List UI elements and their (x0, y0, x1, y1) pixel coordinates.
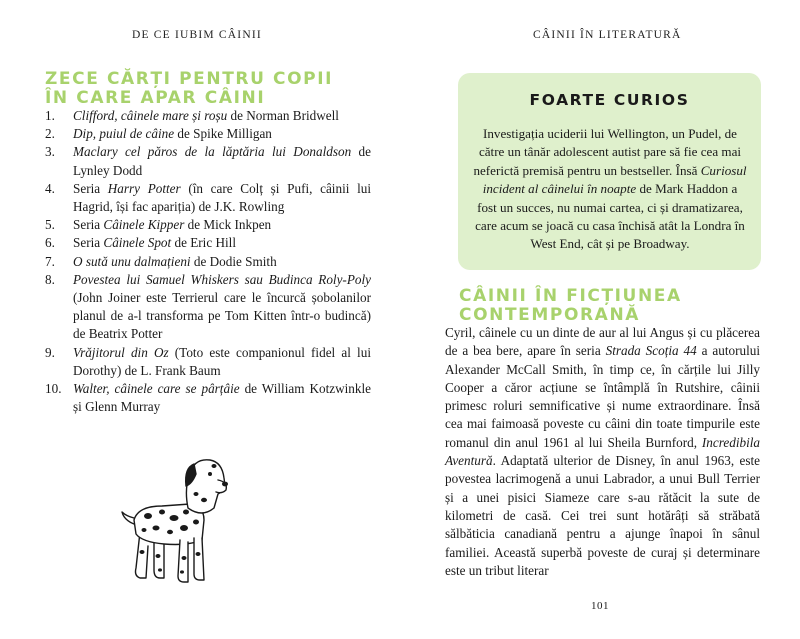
list-number: 4. (45, 180, 55, 196)
book-prefix: Seria (73, 180, 108, 196)
list-number: 2. (45, 126, 55, 142)
right-page (400, 0, 800, 639)
page-number: 101 (591, 600, 609, 612)
book-list (45, 107, 371, 416)
list-number: 5. (45, 217, 55, 233)
list-item (45, 271, 371, 344)
book-title: Povestea lui Samuel Whiskers sau Budinca Roly-Poly (73, 271, 371, 287)
running-head-left: DE CE IUBIM CÂINII (132, 29, 262, 41)
running-head-right: CÂINII ÎN LITERATURĂ (533, 29, 682, 41)
list-item (45, 143, 371, 179)
list-number: 7. (45, 253, 55, 269)
body-part3: . Adaptată ulterior de Disney, în anul 1963, este povestea lacrimogenă a unui Labrador, a unui Bull Terrier și a unei pisici Siameze care s-au rătăcit la sute de kilometri de casă. Cei trei sunt hotărâți să străbată sălbăticia canadiană pentru a ajunge înapoi în sânul familiei. Această superbă poveste de curaj și determinare este un tribut literar (445, 453, 760, 578)
box-book-title: Curiosul incident al câinelui în noapte (482, 162, 747, 197)
book-title: O sută unu dalmațieni (73, 253, 191, 269)
section-title-line1: CÂINII ÎN FICȚIUNEA (459, 286, 682, 306)
dalmatian-puppy-illustration (118, 428, 230, 588)
list-number: 8. (45, 271, 55, 287)
body-part1: Cyril, câinele cu un dinte de aur al lui Angus și cu plăcerea de a bea bere, apare în seria (445, 325, 760, 359)
list-item (45, 216, 371, 234)
book-detail: de Spike Milligan (174, 126, 272, 142)
book-detail: (John Joiner este Terrierul care le încurcă șobolanilor planul de a-l transforma pe Tom Kitten într-o budincă) de Beatrix Potter (73, 290, 371, 342)
section-title-line2: ÎN CARE APAR CÂINI (45, 88, 266, 108)
book-detail: de Lynley Dodd (73, 144, 372, 178)
box-text-part1: Investigația uciderii lui Wellington, un Pudel, de către un tânăr adolescent autist pare să fie cea mai neferictă premisă pentru un bestseller. Însă (473, 126, 742, 178)
book-detail: (în care Colț și Pufi, câinii lui Hagrid, își fac apariția) de J.K. Rowling (73, 180, 371, 215)
body-italic2: Incredibila Aventură (445, 434, 760, 469)
list-item (45, 253, 371, 271)
book-title: Câinele Spot (103, 235, 172, 251)
book-detail: de Norman Bridwell (227, 108, 339, 123)
body-part2: a autorului Alexander McCall Smith, în timp ce, în cărțile lui Jilly Cooper a căror acțiune se întâmplă în Rutshire, câinii primesc roluri semnificative și nume extraordinare. Însă cea mai faimoasă poveste cu câini din toate timpurile este romanul din anul 1961 al lui Sheila Burnford, (445, 343, 760, 450)
box-text-part2: de Mark Haddon a fost un succes, nu numai cartea, ci și dramatizarea, care acum se joacă cu casa închisă atât la Londra în West End, cât și pe Broadway. (475, 181, 745, 252)
list-item (45, 125, 371, 143)
book-title: Harry Potter (107, 180, 181, 196)
list-item (45, 180, 371, 216)
book-title: Walter, câinele care se pârțâie (73, 381, 240, 397)
box-title: FOARTE CURIOS (529, 91, 690, 109)
book-title: Dip, puiul de câine (73, 126, 175, 142)
body-paragraph (445, 324, 760, 580)
list-item (45, 344, 371, 380)
section-title-children-books (45, 70, 365, 108)
book-detail: de William Kotzwinkle și Glenn Murray (73, 381, 371, 415)
list-number: 9. (45, 344, 55, 360)
book-detail: (Toto este companionul fidel al lui Dorothy) de L. Frank Baum (73, 344, 371, 378)
section-title-line1: ZECE CĂRȚI PENTRU COPII (45, 69, 334, 89)
book-prefix: Seria (73, 217, 104, 233)
book-title: Clifford, câinele mare și roșu (73, 108, 228, 123)
list-number: 3. (45, 144, 55, 160)
book-title: Vrăjitorul din Oz (73, 344, 169, 360)
sidebar-box-curious (458, 73, 761, 270)
list-item (45, 380, 371, 416)
body-italic1: Strada Scoția 44 (605, 343, 697, 359)
box-text (472, 125, 748, 254)
list-number: 1. (45, 108, 55, 123)
section-title-contemporary-fiction (459, 287, 759, 325)
list-number: 6. (45, 235, 55, 251)
section-title-line2: CONTEMPORANĂ (459, 305, 641, 325)
list-number: 10. (45, 381, 62, 397)
book-detail: de Eric Hill (171, 235, 236, 251)
list-item (45, 107, 371, 125)
book-detail: de Dodie Smith (190, 253, 277, 269)
book-title: Câinele Kipper (103, 217, 185, 233)
book-detail: de Mick Inkpen (184, 217, 272, 233)
book-prefix: Seria (73, 235, 104, 251)
book-title: Maclary cel păros de la lăptăria lui Donaldson (73, 144, 352, 160)
list-item (45, 234, 371, 252)
